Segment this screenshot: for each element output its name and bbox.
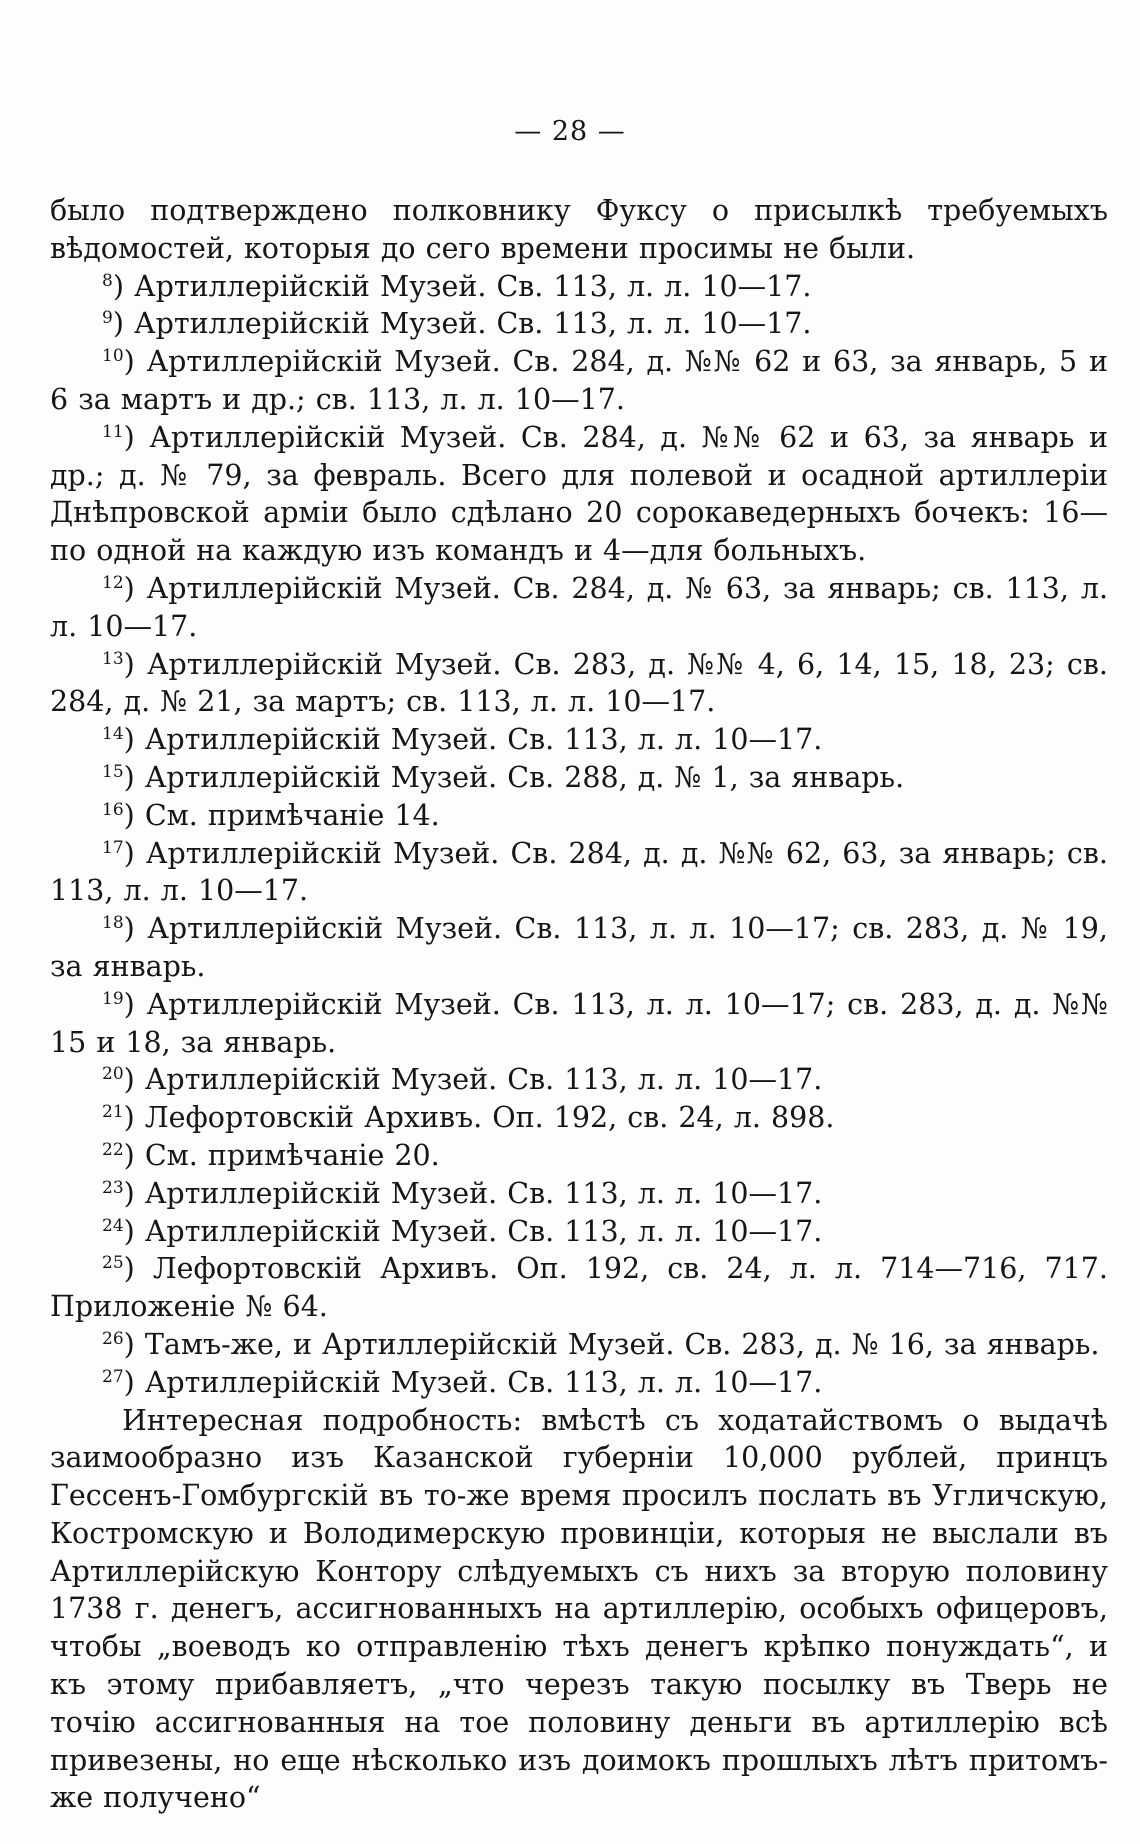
footnote-number: 24 <box>102 1215 124 1236</box>
footnote <box>50 1061 1108 1099</box>
footnote-paren: ) <box>123 1214 145 1248</box>
footnote-number: 23 <box>102 1177 124 1198</box>
footnote <box>50 835 1108 911</box>
footnote-text: Лефортовскій Архивъ. Оп. 192, св. 24, л. л. 714—716, 717. Приложеніе № 64. <box>50 1252 1108 1324</box>
footnote-paren: ) <box>112 307 135 341</box>
footnote-paren: ) <box>123 345 147 379</box>
footnote-number: 20 <box>102 1064 124 1085</box>
footnote <box>50 721 1108 759</box>
footnote <box>50 759 1108 797</box>
footnote-number: 12 <box>102 572 124 593</box>
footnote-number: 14 <box>102 724 124 745</box>
footnote-number: 26 <box>102 1328 124 1349</box>
footnote-text: Лефортовскій Архивъ. Оп. 192, св. 24, л. 898. <box>144 1101 835 1135</box>
footnote <box>50 305 1108 343</box>
footnote-text: Артиллерійскій Музей. Св. 113, л. л. 10—17. <box>134 307 812 341</box>
footnote-number: 25 <box>102 1253 124 1274</box>
footnote <box>50 646 1108 722</box>
footnote-paren: ) <box>123 571 147 605</box>
footnote-number: 9 <box>102 308 113 329</box>
footnote-text: Артиллерійскій Музей. Св. 284, д. №№ 62 и 63, за январь, 5 и 6 за мартъ и др.; св. 113, л. л. 10—17. <box>50 345 1108 416</box>
footnote-paren: ) <box>123 420 150 454</box>
footnote-text: См. примѣчаніе 20. <box>144 1138 440 1172</box>
footnote <box>50 419 1108 570</box>
footnote-text: См. примѣчаніе 14. <box>144 798 440 832</box>
page-body <box>50 192 1108 1817</box>
footnote <box>50 1213 1108 1251</box>
footnote <box>50 797 1108 835</box>
footnote-text: Артиллерійскій Музей. Св. 113, л. л. 10—17; св. 283, д. д. №№ 15 и 18, за январь. <box>50 987 1108 1059</box>
footnote-text: Артиллерійскій Музей. Св. 113, л. л. 10—17. <box>144 723 823 757</box>
footnote-paren: ) <box>123 1327 145 1361</box>
footnote <box>50 570 1108 646</box>
footnote-text: Артиллерійскій Музей. Св. 113, л. л. 10—17. <box>144 1063 823 1097</box>
page-number: — 28 — <box>514 116 626 147</box>
footnote-number: 22 <box>102 1139 124 1160</box>
footnote <box>50 1175 1108 1213</box>
footnote-number: 13 <box>102 648 124 669</box>
footnote <box>50 1250 1108 1326</box>
footnote-number: 19 <box>102 988 124 1009</box>
footnote-paren: ) <box>123 836 146 870</box>
footnote-text: Артиллерійскій Музей. Св. 113, л. л. 10—17. <box>144 1176 823 1210</box>
footnote-number: 10 <box>102 346 124 367</box>
footnote-number: 11 <box>102 421 124 442</box>
footnote-paren: ) <box>123 1101 145 1135</box>
footnote-paren: ) <box>123 912 148 946</box>
footnote <box>50 268 1108 306</box>
footnote-number: 15 <box>102 761 124 782</box>
footnote-paren: ) <box>123 723 145 757</box>
footnote-number: 8 <box>102 270 113 291</box>
footnote-text: Артиллерійскій Музей. Св. 113, л. л. 10—17. <box>144 1365 823 1399</box>
footnote-text: Артиллерійскій Музей. Св. 283, д. №№ 4, 6, 14, 15, 18, 23; св. 284, д. № 21, за мартъ; св. 113, л. л. 10—17. <box>50 647 1108 719</box>
footnote-text: Артиллерійскій Музей. Св. 284, д. №№ 62 и 63, за январь и др.; д. № 79, за февраль. Всего для полевой и осадной артиллеріи Днѣпровской арміи было сдѣлано 20 сорокаведерныхъ бочекъ: 16—по одной на каждую изъ командъ и 4—для больныхъ. <box>50 420 1108 568</box>
footnote-paren: ) <box>123 1176 145 1210</box>
footnote-paren: ) <box>123 1365 145 1399</box>
footnote-list <box>50 268 1108 1402</box>
footnote <box>50 986 1108 1062</box>
footnote-paren: ) <box>112 269 135 303</box>
footnote-paren: ) <box>123 647 147 681</box>
intro-text: было подтверждено полковнику Фуксу о присылкѣ требуемыхъ вѣдомостей, которыя до сего времени просимы не были. <box>50 194 1108 265</box>
footnote-number: 21 <box>102 1102 124 1123</box>
footnote-text: Артиллерійскій Музей. Св. 284, д. д. №№ 62, 63, за январь; св. 113, л. л. 10—17. <box>50 836 1108 908</box>
footnote-text: Артиллерійскій Музей. Св. 284, д. № 63, за январь; св. 113, л. л. 10—17. <box>50 571 1108 643</box>
footnote-number: 16 <box>102 799 124 820</box>
footnote-text: Артиллерійскій Музей. Св. 113, л. л. 10—17. <box>134 269 812 303</box>
footnote-paren: ) <box>123 798 145 832</box>
footnote-number: 18 <box>102 913 124 934</box>
footnote <box>50 910 1108 986</box>
footnote-paren: ) <box>123 1063 145 1097</box>
main-paragraph: Интересная подробность: вмѣстѣ съ ходатайствомъ о выдачѣ заимообразно изъ Казанской губерніи 10,000 рублей, принцъ Гессенъ-Гомбургскій въ то-же время просилъ послать въ Угличскую, Костромскую и Володимерскую провинціи, которыя не выслали въ Артиллерійскую Контору слѣдуемыхъ съ нихъ за вторую половину 1738 г. денегъ, ассигнованныхъ на артиллерію, особыхъ офицеровъ, чтобы „воеводъ ко отправленію тѣхъ денегъ крѣпко понуждать“, и къ этому прибавляетъ, „что черезъ такую посылку въ Тверь не точію ассигнованныя на тое половину деньги въ артиллерію всѣ привезены, но еще нѣсколько изъ доимокъ прошлыхъ лѣтъ притомъ-же получено“ <box>50 1403 1108 1815</box>
footnote-paren: ) <box>123 760 145 794</box>
footnote <box>50 1137 1108 1175</box>
footnote-paren: ) <box>123 1138 145 1172</box>
footnote-text: Тамъ-же, и Артиллерійскій Музей. Св. 283, д. № 16, за январь. <box>144 1327 1100 1361</box>
footnote-paren: ) <box>123 1252 153 1286</box>
footnote-paren: ) <box>123 987 147 1021</box>
footnote-number: 17 <box>102 837 124 858</box>
footnote-number: 27 <box>102 1366 124 1387</box>
footnote <box>50 343 1108 419</box>
footnote <box>50 1364 1108 1402</box>
footnote-text: Артиллерійскій Музей. Св. 288, д. № 1, за январь. <box>144 760 905 794</box>
footnote-text: Артиллерійскій Музей. Св. 113, л. л. 10—17. <box>144 1214 823 1248</box>
footnote <box>50 1326 1108 1364</box>
footnote <box>50 1099 1108 1137</box>
footnote-text: Артиллерійскій Музей. Св. 113, л. л. 10—17; св. 283, д. № 19, за январь. <box>50 912 1108 983</box>
